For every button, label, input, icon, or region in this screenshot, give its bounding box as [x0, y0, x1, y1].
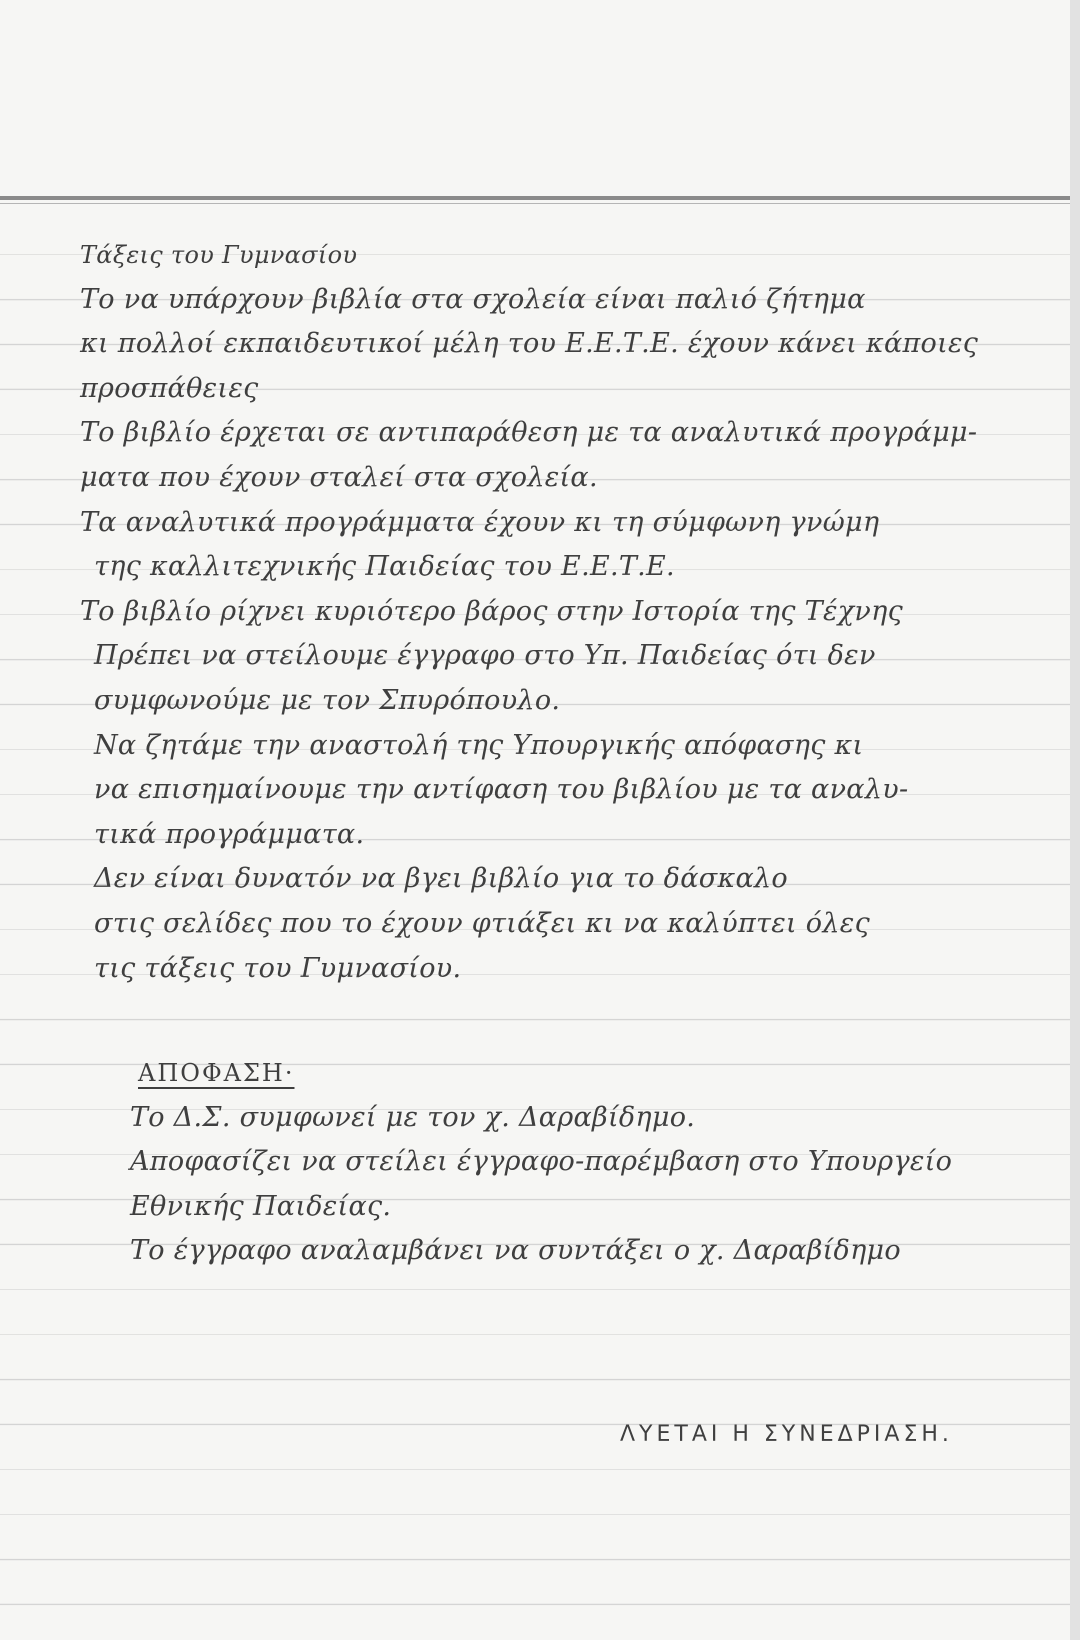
text-line: Τα αναλυτικά προγράμματα έχουν κι τη σύμφωνη γνώμη — [80, 506, 880, 538]
text-line: Το να υπάρχουν βιβλία στα σχολεία είναι παλιό ζήτημα — [80, 283, 866, 315]
top-rule — [0, 196, 1080, 200]
handwritten-text — [80, 233, 1020, 1274]
decision-line: Το Δ.Σ. συμφωνεί με τον χ. Δαραβίδημο. — [130, 1101, 696, 1133]
closing-statement: ΛΥΕΤΑΙ Η ΣΥΝΕΔΡΙΑΣΗ. — [620, 1422, 953, 1447]
text-line: συμφωνούμε με τον Σπυρόπουλο. — [94, 684, 561, 716]
text-line: Πρέπει να στείλουμε έγγραφο στο Υπ. Παιδείας ότι δεν — [94, 640, 876, 672]
page-edge — [1070, 0, 1080, 1640]
text-line: τις τάξεις του Γυμνασίου. — [94, 952, 462, 984]
text-line: κι πολλοί εκπαιδευτικοί μέλη του Ε.Ε.Τ.Ε. έχουν κάνει κάποιες — [80, 328, 979, 360]
page-top-margin — [0, 0, 1080, 200]
decision-line: Εθνικής Παιδείας. — [130, 1190, 392, 1222]
text-line: της καλλιτεχνικής Παιδείας του Ε.Ε.Τ.Ε. — [94, 551, 675, 583]
text-line: Δεν είναι δυνατόν να βγει βιβλίο για το δάσκαλο — [94, 863, 788, 895]
decision-heading: ΑΠΟΦΑΣΗ· — [138, 1059, 295, 1088]
text-line: τικά προγράμματα. — [94, 818, 365, 850]
text-line: στις σελίδες που το έχουν φτιάξει κι να καλύπτει όλες — [94, 907, 870, 939]
decision-line: Αποφασίζει να στείλει έγγραφο-παρέμβαση στο Υπουργείο — [130, 1146, 953, 1178]
text-line: Το βιβλίο ρίχνει κυριότερο βάρος στην Ιστορία της Τέχνης — [80, 595, 904, 627]
top-rule-secondary — [0, 203, 1080, 204]
text-line: Το βιβλίο έρχεται σε αντιπαράθεση με τα αναλυτικά προγράμμ- — [80, 417, 978, 449]
text-line: προσπάθειες — [80, 372, 259, 404]
text-line: Τάξεις του Γυμνασίου — [80, 241, 358, 269]
text-line: ματα που έχουν σταλεί στα σχολεία. — [80, 461, 598, 493]
decision-line: Το έγγραφο αναλαμβάνει να συντάξει ο χ. Δαραβίδημο — [130, 1235, 901, 1267]
text-line: Να ζητάμε την αναστολή της Υπουργικής απόφασης κι — [94, 729, 864, 761]
text-line: να επισημαίνουμε την αντίφαση του βιβλίου με τα αναλυ- — [94, 774, 909, 806]
section-gap — [80, 991, 1020, 1051]
